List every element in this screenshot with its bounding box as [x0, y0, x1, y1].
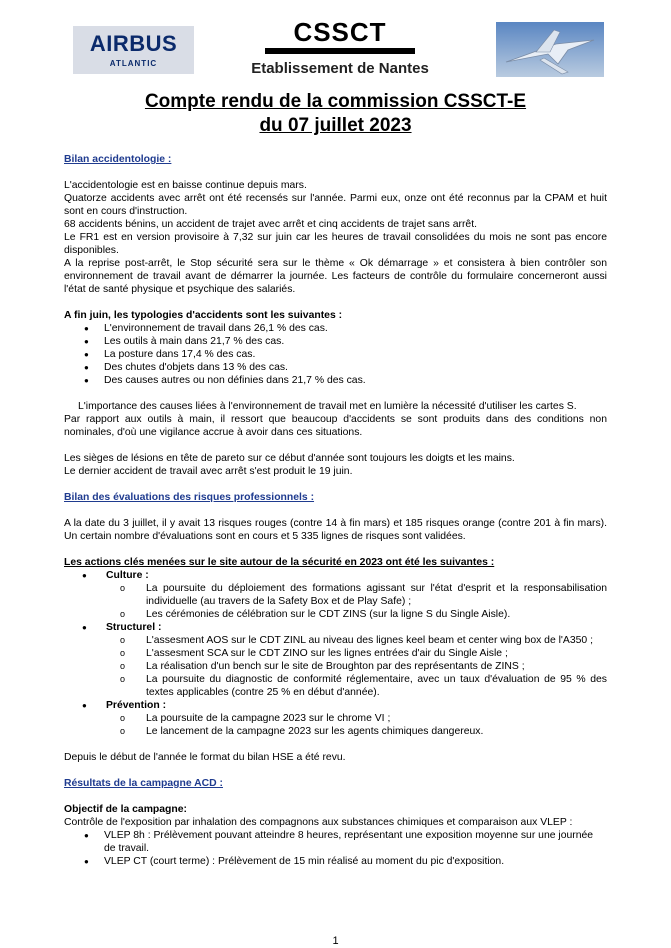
group-label: Structurel :	[106, 622, 162, 633]
paragraph: L'accidentologie est en baisse continue depuis mars.	[64, 180, 307, 191]
section-heading-accidentologie: Bilan accidentologie :	[64, 154, 172, 165]
typologies-heading: A fin juin, les typologies d'accidents sont les suivantes :	[64, 310, 343, 321]
section-heading-acd: Résultats de la campagne ACD :	[64, 778, 223, 789]
cssct-title-block	[240, 18, 440, 77]
paragraph: Contrôle de l'exposition par inhalation des compagnons aux substances chimiques et comparaison aux VLEP :	[64, 817, 573, 828]
document-body	[64, 153, 607, 868]
actions-list	[64, 569, 607, 738]
list-item: ● VLEP 8h : Prélèvement pouvant atteindre 8 heures, représentant une exposition moyenne sur une journée de travail.	[104, 829, 607, 855]
title-line-2: du 07 juillet 2023	[259, 115, 412, 136]
list-item: o L'assesment AOS sur le CDT ZINL au niveau des lignes keel beam et center wing box de l'A350 ;	[146, 634, 607, 647]
objectif-heading: Objectif de la campagne:	[64, 804, 187, 815]
list-item: ● Les outils à main dans 21,7 % des cas.	[104, 335, 607, 348]
airbus-atlantic-logo	[73, 26, 194, 74]
typologies-list	[64, 322, 607, 387]
list-item: o Le lancement de la campagne 2023 sur les agents chimiques dangereux.	[146, 725, 607, 738]
paragraph: Le FR1 est en version provisoire à 7,32 sur juin car les heures de travail consolidées du mois ne sont pas encore disponibles.	[64, 232, 607, 256]
site-name: Etablissement de Nantes	[251, 60, 429, 77]
list-item: ● Des causes autres ou non définies dans 21,7 % des cas.	[104, 374, 607, 387]
paragraph: Par rapport aux outils à main, il ressort que beaucoup d'accidents se sont produits dans des conditions non nominales, d'où une vigilance accrue à avoir dans ces situations.	[64, 414, 607, 438]
airbus-sub-text: ATLANTIC	[109, 58, 158, 68]
actions-heading: Les actions clés menées sur le site autour de la sécurité en 2023 ont été les suivantes :	[64, 557, 495, 568]
aircraft-photo-icon	[496, 22, 604, 77]
list-item: ● VLEP CT (court terme) : Prélèvement de 15 min réalisé au moment du pic d'exposition.	[104, 855, 607, 868]
list-item: o La poursuite du diagnostic de conformité réglementaire, avec un taux d'évaluation de 95 % des textes applicables (contre 25 % en début d'année).	[146, 673, 607, 699]
paragraph: Les sièges de lésions en tête de pareto sur ce début d'année sont toujours les doigts et les mains.	[64, 453, 515, 464]
cssct-logo-text: CSSCT	[293, 17, 387, 47]
vlep-list	[64, 829, 607, 868]
group-label: Prévention :	[106, 700, 167, 711]
page-number: 1	[332, 935, 339, 947]
list-item: o La poursuite de la campagne 2023 sur le chrome VI ;	[146, 712, 607, 725]
paragraph: Le dernier accident de travail avec arrêt s'est produit le 19 juin.	[64, 466, 353, 477]
paragraph: A la date du 3 juillet, il y avait 13 risques rouges (contre 14 à fin mars) et 185 risques orange (contre 201 à fin mars). Un certain nombre d'évaluations sont en cours et 5 335 lignes de risques sont validées.	[64, 518, 607, 542]
paragraph: 68 accidents bénins, un accident de trajet avec arrêt et cinq accidents de trajet sans arrêt.	[64, 219, 477, 230]
list-item: o Les cérémonies de célébration sur le CDT ZINS (sur la ligne S du Single Aisle).	[146, 608, 607, 621]
paragraph: A la reprise post-arrêt, le Stop sécurité sera sur le thème « Ok démarrage » et consistera à bien contrôler son environnement de travail avant de démarrer la journée. Les facteurs de contrôle du formulaire concerneront aussi l'état de santé physique et psychique des salariés.	[64, 258, 607, 295]
list-item: o La réalisation d'un bench sur le site de Broughton par des représentants de ZINS ;	[146, 660, 607, 673]
group-label: Culture :	[106, 570, 149, 581]
airbus-brand-text: AIRBUS	[89, 30, 178, 56]
sub-list	[106, 634, 607, 699]
sub-list	[106, 582, 607, 621]
paragraph: Depuis le début de l'année le format du bilan HSE a été revu.	[64, 752, 346, 763]
actions-group-prevention	[106, 699, 607, 738]
list-item: o L'assesment SCA sur le CDT ZINO sur les lignes entrées d'air du Single Aisle ;	[146, 647, 607, 660]
document-header	[0, 16, 671, 86]
list-item: ● La posture dans 17,4 % des cas.	[104, 348, 607, 361]
list-item: ● L'environnement de travail dans 26,1 % des cas.	[104, 322, 607, 335]
sub-list	[106, 712, 607, 738]
list-item: ● Des chutes d'objets dans 13 % des cas.	[104, 361, 607, 374]
paragraph: L'importance des causes liées à l'environnement de travail met en lumière la nécessité d'utiliser les cartes S.	[78, 401, 577, 412]
paragraph: Quatorze accidents avec arrêt ont été recensés sur l'année. Parmi eux, onze ont été reconnus par la CPAM et huit sont en cours d'instruction.	[64, 193, 607, 217]
document-title	[0, 90, 671, 138]
section-heading-evaluations: Bilan des évaluations des risques professionnels :	[64, 492, 315, 503]
title-line-1: Compte rendu de la commission CSSCT-E	[144, 91, 527, 112]
list-item: o La poursuite du déploiement des formations agissant sur l'état d'esprit et la responsabilisation individuelle (au travers de la Safety Box et de Play Safe) ;	[146, 582, 607, 608]
actions-group-structurel	[106, 621, 607, 699]
actions-group-culture	[106, 569, 607, 621]
cssct-underline-bar	[265, 48, 415, 54]
